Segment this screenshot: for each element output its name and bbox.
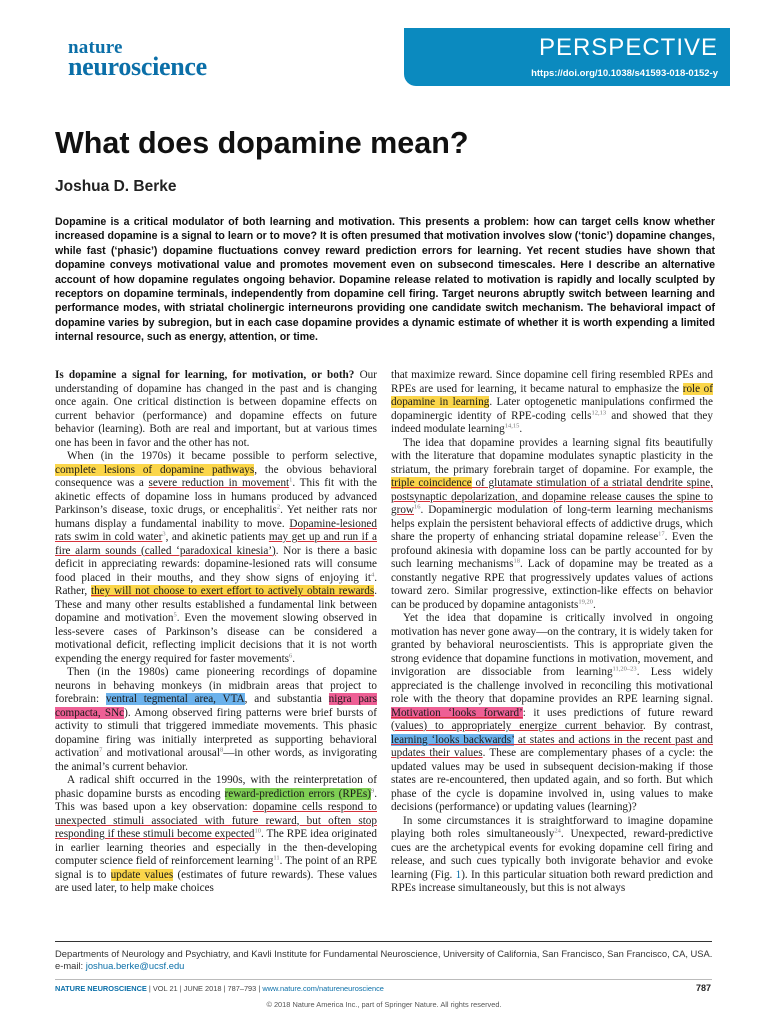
reference-marker[interactable]: 7 bbox=[99, 746, 103, 754]
journal-footer bbox=[55, 984, 384, 993]
reference-marker[interactable]: 11,20–23 bbox=[612, 665, 637, 673]
reference-marker[interactable]: 8 bbox=[219, 746, 224, 754]
underline-red: of glutamate stimulation of a striatal dendrite spine, postsynaptic depolarization, and dopamine release causes the spine to grow bbox=[391, 477, 713, 516]
reference-marker[interactable]: 9 bbox=[370, 786, 375, 794]
journal-name: NATURE NEUROSCIENCE bbox=[55, 984, 147, 993]
highlight-blue: ventral tegmental area, VTA bbox=[105, 693, 245, 705]
underline-red: values) to appropriately energize current behavior bbox=[394, 720, 644, 732]
reference-marker[interactable]: 3 bbox=[162, 530, 166, 538]
doi-link[interactable]: https://doi.org/10.1038/s41593-018-0152-y bbox=[531, 68, 718, 79]
journal-url-link[interactable]: www.nature.com/natureneuroscience bbox=[262, 984, 384, 993]
author-affiliation: Departments of Neurology and Psychiatry, and Kavli Institute for Fundamental Neuroscience, University of California, San Francisco, San Francisco, CA, USA. e-mail: joshua.berke@ucsf.edu bbox=[55, 948, 713, 972]
journal-logo bbox=[68, 38, 207, 80]
reference-marker[interactable]: 2 bbox=[276, 503, 281, 511]
paragraph: The idea that dopamine provides a learning signal fits beautifully with the literature that dopamine modulates synaptic plasticity in the striatum, the primary forebrain target of dopamine. For example, the triple coincidence of glutamate stimulation of a striatal dendrite spine, postsynaptic depolarization, and dopamine release causes the spine to grow$^{16}$. Dopaminergic modulation of long-term learning mechanisms helps explain the persistent behavioral effects of addictive drugs, which share the property of enhancing striatal dopamine release$^{17}$. Even the profound akinesia with dopamine loss can be partly accounted for by such learning mechanisms$^{18}$. Lack of dopamine may be treated as a constantly negative RPE that progressively updates values of actions toward zero. Similar progressive, extinction-like effects on behavior can be produced by dopamine antagonists$^{19,20}$. bbox=[391, 436, 714, 611]
footer-divider bbox=[55, 979, 712, 980]
underline-red: may get up and run if a fire alarm sounds (called ‘paradoxical kinesia’) bbox=[55, 531, 378, 557]
highlight-yellow: triple coincidence bbox=[391, 477, 472, 489]
copyright-notice: © 2018 Nature America Inc., part of Springer Nature. All rights reserved. bbox=[266, 1000, 502, 1009]
underline-red: at states and actions in the recent past and updates their values bbox=[391, 733, 714, 759]
body-column-right bbox=[391, 369, 713, 896]
article-type-label: PERSPECTIVE bbox=[538, 34, 718, 61]
abstract: Dopamine is a critical modulator of both learning and motivation. This presents a problem: how can target cells know whether increased dopamine is a signal to learn or to move? It is often presumed that motivation involves slow (‘tonic’) dopamine changes, while fast (‘phasic’) dopamine fluctuations convey reward prediction errors for learning. Yet recent studies have shown that dopamine conveys motivational value and promotes movement even on subsecond timescales. Here I describe an alternative account of how dopamine regulates ongoing behavior. Dopamine release related to motivation is rapidly and locally sculpted by receptors on dopamine terminals, independently from dopamine cell firing. Target neurons abruptly switch between learning and performance modes, with striatal cholinergic interneurons providing one candidate switch mechanism. The behavioral impact of dopamine varies by subregion, but in each case dopamine provides a dynamic estimate of whether it is worth expending a limited internal resource, such as energy, attention, or time. bbox=[55, 216, 715, 344]
underline-red: dopamine cells respond to unexpected stimuli associated with future reward, but often stop responding if these stimuli become expected bbox=[55, 801, 377, 840]
paragraph: A radical shift occurred in the 1990s, with the reinterpretation of phasic dopamine bursts as encoding reward-prediction errors (RPEs)$^9$. This was based upon a key observation: dopamine cells respond to unexpected stimuli associated with future reward, but often stop responding if these stimuli become expected$^{10}$. The RPE idea originated in earlier learning theories and especially in the then-developing computer science field of reinforcement learning$^{11}$. The point of an RPE signal is to update values (estimates of future rewards). These values are used later, to help make choices bbox=[55, 774, 378, 894]
reference-marker[interactable]: 4 bbox=[370, 570, 375, 578]
reference-marker[interactable]: 18 bbox=[513, 557, 520, 565]
reference-marker[interactable]: 12,13 bbox=[591, 408, 607, 416]
paragraph: Yet the idea that dopamine is critically involved in ongoing motivation has never gone away—on the contrary, it is widely taken for granted by behavioral neuroscientists. This is appropriate given the strong evidence that dopamine functions in motivation, movement, and invigoration are dissociable from learning$^{11,20-23}$. Less widely appreciated is the challenge involved in reconciling this motivational role with the theory that dopamine provides an RPE learning signal. Motivation ‘looks forward’: it uses predictions of future reward (values) to appropriately energize current behavior. By contrast, learning ‘looks backwards’ at states and actions in the recent past and updates their values. These are complementary phases of a cycle: the updated values may be used in subsequent decision-making if those states are re-encountered, then updated again, and so forth. But which phase of the cycle is dopamine involved in, using values to make decisions (performance) or updating values (learning)? bbox=[391, 612, 714, 813]
paragraph: When (in the 1970s) it became possible to perform selective, complete lesions of dopamine pathways, the obvious behavioral consequence was a severe reduction in movement$^1$. This fit with the akinetic effects of dopamine loss in humans produced by advanced Parkinson’s disease, toxic drugs, or encephalitis$^2$. Yet neither rats nor humans display a fundamental inability to move. Dopamine-lesioned rats swim in cold water$^3$, and akinetic patients may get up and run if a fire alarm sounds (called ‘paradoxical kinesia’). Nor is there a basic deficit in appreciating rewards: dopamine-lesioned rats will consume food placed in their mouths, and they show signs of enjoying $it^4$. Rather, they will not choose to exert effort to actively obtain rewards. These and many other results established a fundamental link between dopamine and motivation$^5$. Even the movement slowing observed in less-severe cases of Parkinson’s disease can be considered a motivational deficit, reflecting implicit decisions that it is not worth expending the energy required for faster movements$^6$. bbox=[55, 450, 378, 665]
reference-marker[interactable]: 14,15 bbox=[504, 422, 520, 430]
section-lead: Is dopamine a signal for learning, for motivation, or both? bbox=[55, 369, 355, 381]
paragraph: Is dopamine a signal for learning, for motivation, or both? Our understanding of dopamine has changed in the past and is changing once again. One critical distinction is between dopamine effects on current behavior (performance) and dopamine effects on future behavior (learning). Both are real and important, but at various times one has been in favor and the other has not. bbox=[55, 369, 377, 449]
highlight-blue: learning ‘looks backwards’ bbox=[391, 733, 514, 746]
volume-info: | VOL 21 | JUNE 2018 | 787–793 | bbox=[146, 984, 263, 993]
reference-marker[interactable]: 24 bbox=[554, 827, 561, 835]
reference-marker[interactable]: 6 bbox=[289, 651, 293, 659]
paragraph: that maximize reward. Since dopamine cell firing resembled RPEs and RPEs are used for learning, it became natural to emphasize the role of dopamine in learning. Later optogenetic manipulations confirmed the dopaminergic identity of RPE-coding cells$^{12,13}$ and showed that they indeed modulate learning$^{14,15}$. bbox=[391, 369, 713, 435]
article-type-banner bbox=[404, 28, 730, 86]
highlight-yellow: role of dopamine in learning bbox=[391, 382, 713, 408]
underline-red: severe reduction in movement bbox=[148, 477, 290, 489]
figure-link[interactable]: 1 bbox=[455, 868, 462, 881]
paragraph: In some circumstances it is straightforward to imagine dopamine playing both roles simultaneously$^{24}$. Unexpected, reward-predictive cues are the archetypical events for evoking dopamine cell firing and release, and such cues typically both invigorate behavior and evoke learning (Fig. 1). In this particular situation both reward prediction and RPEs increase simultaneously, but this is not always bbox=[391, 814, 713, 894]
reference-marker[interactable]: 1 bbox=[289, 476, 293, 484]
highlight-yellow: complete lesions of dopamine pathways bbox=[55, 463, 255, 476]
logo-neuroscience-text: neuroscience bbox=[68, 52, 207, 81]
reference-marker[interactable]: 16 bbox=[414, 503, 421, 511]
highlight-green: reward-prediction errors (RPEs) bbox=[224, 787, 371, 800]
reference-marker[interactable]: 10 bbox=[254, 827, 262, 835]
footnote-divider bbox=[55, 941, 712, 942]
article-title: What does dopamine mean? bbox=[55, 126, 469, 160]
highlight-pink: nigra pars compacta, SNc bbox=[55, 693, 377, 719]
underline-red: Dopamine-lesioned rats swim in cold water bbox=[55, 517, 377, 543]
reference-marker[interactable]: 17 bbox=[658, 530, 665, 538]
page-number: 787 bbox=[695, 983, 711, 993]
reference-marker[interactable]: 5 bbox=[173, 611, 177, 619]
logo-nature-text: nature bbox=[68, 37, 123, 58]
reference-marker[interactable]: 11 bbox=[273, 854, 280, 862]
highlight-yellow: update values bbox=[110, 868, 174, 881]
paragraph: Then (in the 1980s) came pioneering recordings of dopamine neurons in behaving monkeys (in midbrain areas that project to forebrain: ventral tegmental area, VTA, and substantia nigra pars compacta, SNc). Among observed firing patterns were brief bursts of activity to stimuli that triggered immediate movements. This phasic dopamine firing was initially interpreted as supporting behavioral activation$^7$ and motivational arousal$^8$—in other words, as invigorating the animal’s current behavior. bbox=[55, 666, 377, 773]
reference-marker[interactable]: 19,20 bbox=[578, 597, 593, 605]
highlight-pink: Motivation ‘looks forward’ bbox=[391, 706, 523, 719]
email-link[interactable]: joshua.berke@ucsf.edu bbox=[85, 960, 185, 972]
body-column-left bbox=[55, 369, 377, 896]
highlight-yellow: they will not choose to exert effort to actively obtain rewards bbox=[90, 585, 375, 597]
author-name[interactable]: Joshua D. Berke bbox=[55, 178, 177, 195]
